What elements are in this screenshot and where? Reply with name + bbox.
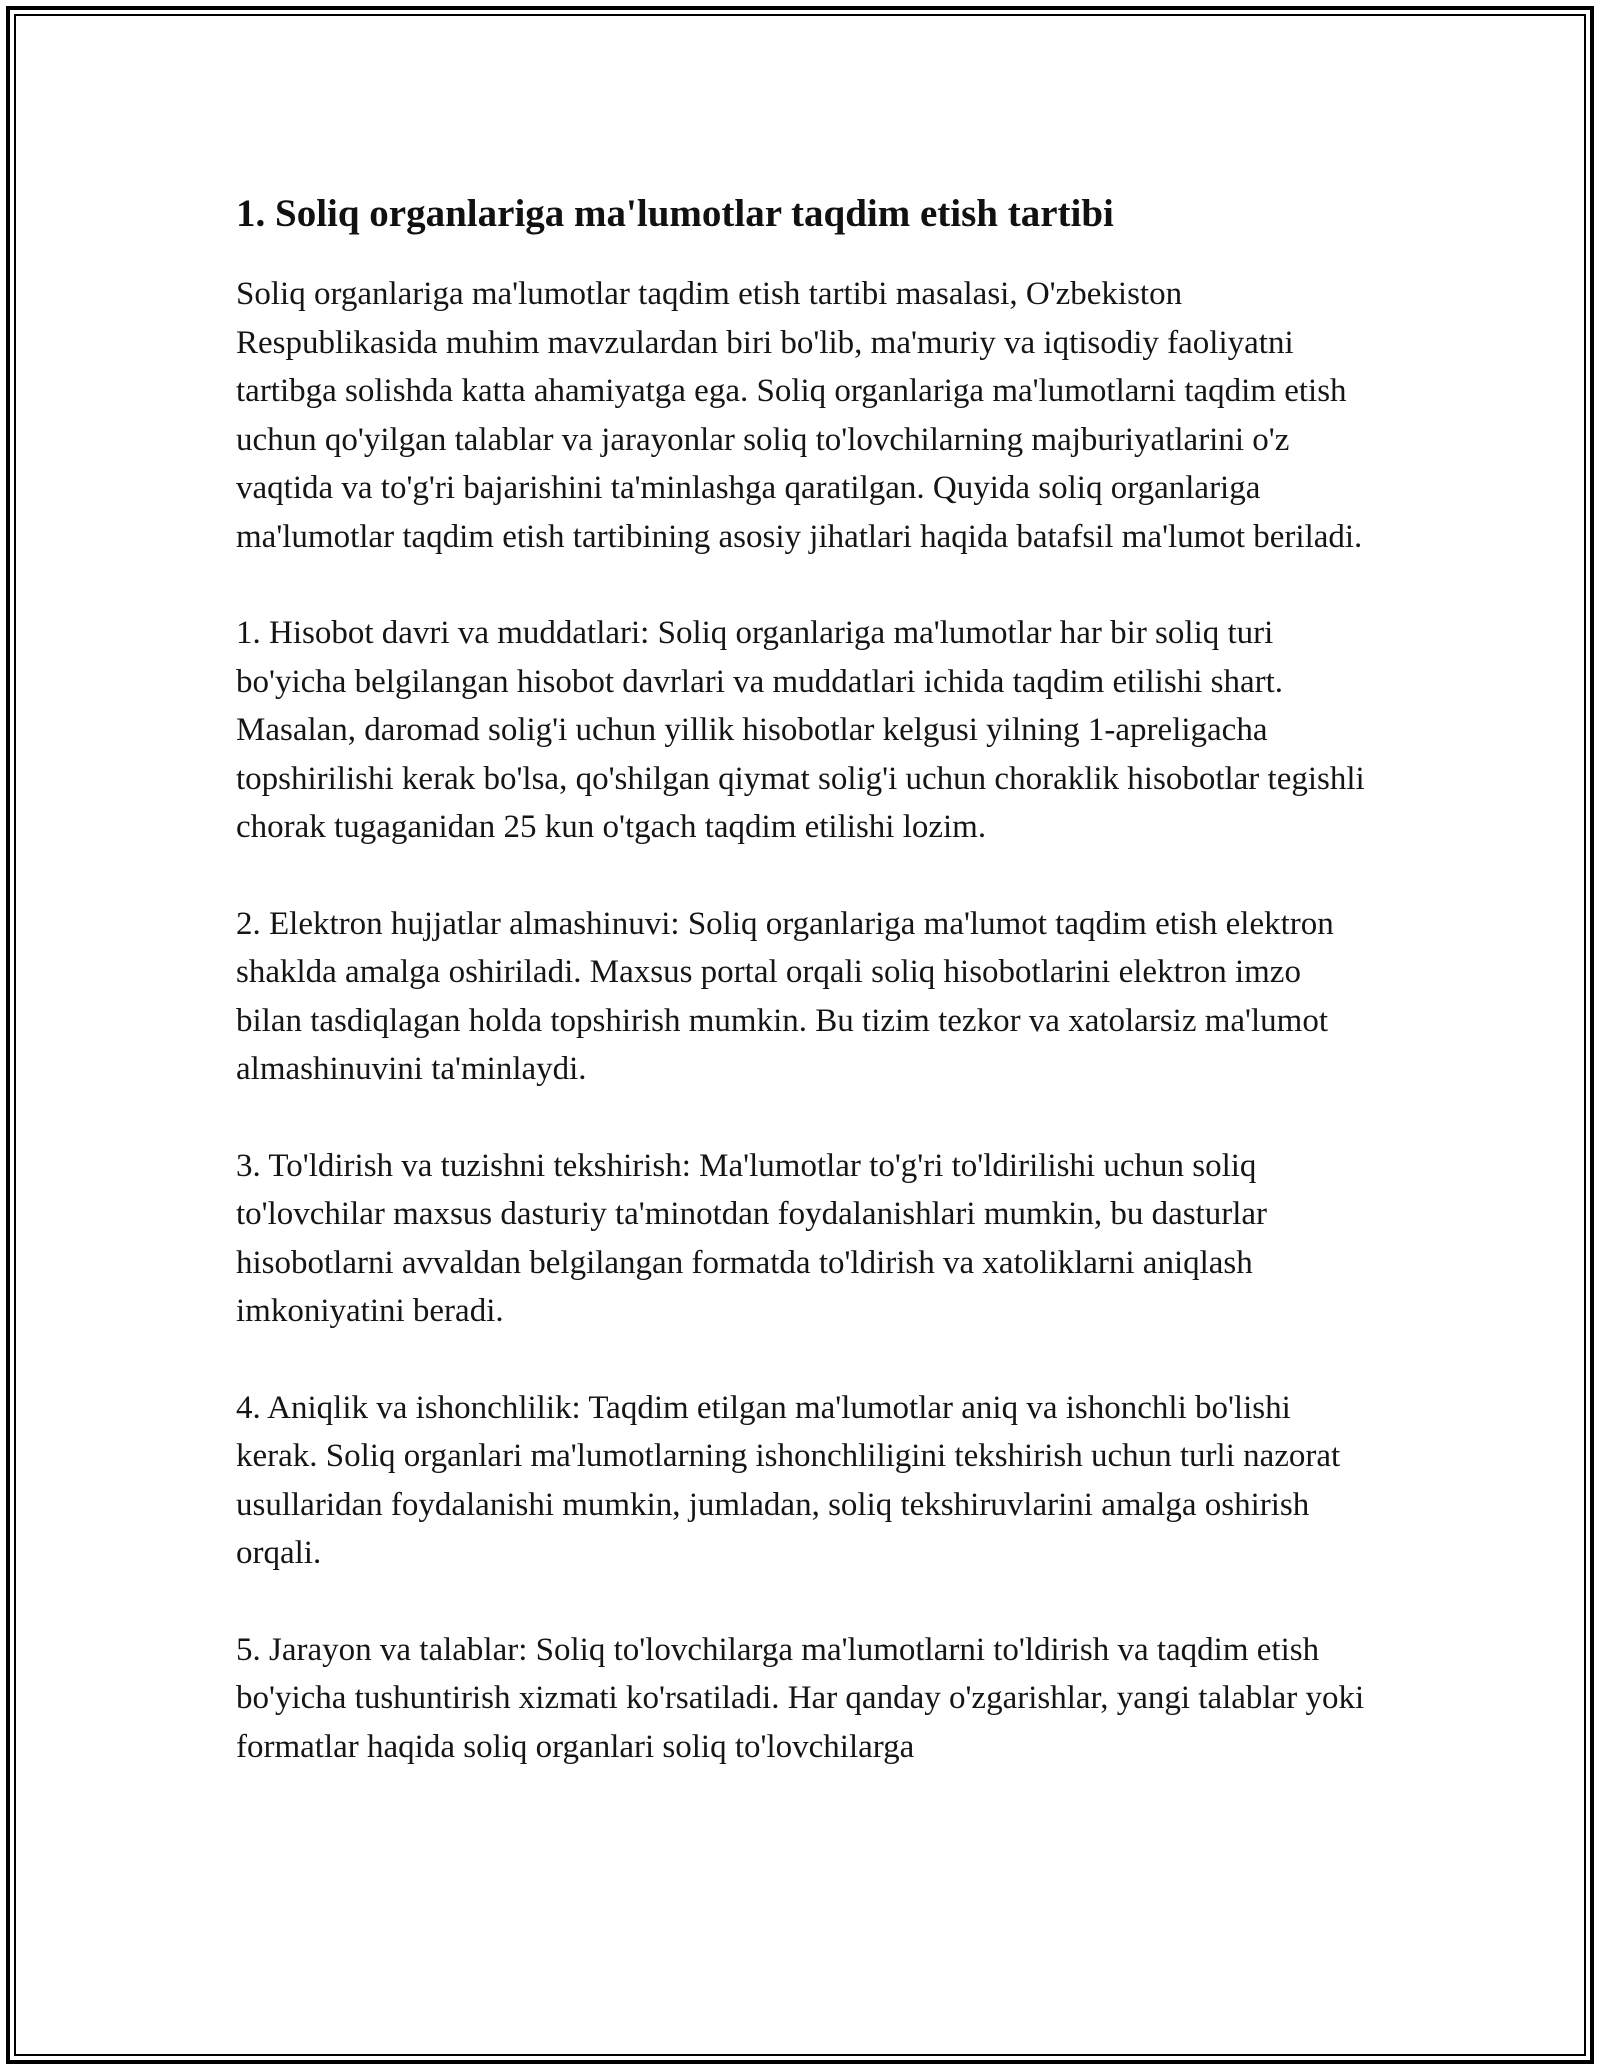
section-title: 1. Soliq organlariga ma'lumotlar taqdim etish tartibi [236,192,1114,235]
paragraph-accuracy: 4. Aniqlik va ishonchlilik: Taqdim etilgan ma'lumotlar aniq va ishonchli bo'lishi kerak. Soliq organlari ma'lumotlarning ishonchliligini tekshirish uchun turli nazorat usullaridan foydalanishi mumkin, jumladan, soliq tekshiruvlarini amalga oshirish orqali. [236,1389,1341,1571]
intro-paragraph: Soliq organlariga ma'lumotlar taqdim etish tartibi masalasi, O'zbekiston Respublikasida muhim mavzulardan biri bo'lib, ma'muriy va iqtisodiy faoliyatni tartibga solishda katta ahamiyatga ega. Soliq organlariga ma'lumotlarni taqdim etish uchun qo'yilgan talablar va jarayonlar soliq to'lovchilarning majburiyatlarini o'z vaqtida va to'g'ri bajarishini ta'minlashga qaratilgan. Quyida soliq organlariga ma'lumotlar taqdim etish tartibining asosiy jihatlari haqida batafsil ma'lumot beriladi. [236,276,1363,555]
paragraph-filling-check: 3. To'ldirish va tuzishni tekshirish: Ma'lumotlar to'g'ri to'ldirilishi uchun soliq to'lovchilar maxsus dasturiy ta'minotdan foydalanishlari mumkin, bu dasturlar hisobotlarni avvaldan belgilangan formatda to'ldirish va xatoliklarni aniqlash imkoniyatini beradi. [236,1147,1268,1329]
paragraph-electronic-exchange: 2. Elektron hujjatlar almashinuvi: Soliq organlariga ma'lumot taqdim etish elektron shaklda amalga oshiriladi. Maxsus portal orqali soliq hisobotlarini elektron imzo bilan tasdiqlagan holda topshirish mumkin. Bu tizim tezkor va xatolarsiz ma'lumot almashinuvini ta'minlaydi. [236,905,1334,1087]
paragraph-reporting-periods: 1. Hisobot davri va muddatlari: Soliq organlariga ma'lumotlar har bir soliq turi bo'yicha belgilangan hisobot davrlari va muddatlari ichida taqdim etilishi shart. Masalan, daromad solig'i uchun yillik hisobotlar kelgusi yilning 1-apreligacha topshirilishi kerak bo'lsa, qo'shilgan qiymat solig'i uchun choraklik hisobotlar tegishli chorak tugaganidan 25 kun o'tgach taqdim etilishi lozim. [236,615,1365,845]
document-body [236,188,1366,1819]
paragraph-process-requirements: 5. Jarayon va talablar: Soliq to'lovchilarga ma'lumotlarni to'ldirish va taqdim etish bo'yicha tushuntirish xizmati ko'rsatiladi. Har qanday o'zgarishlar, yangi talablar yoki formatlar haqida soliq organlari soliq to'lovchilarga [236,1631,1365,1765]
